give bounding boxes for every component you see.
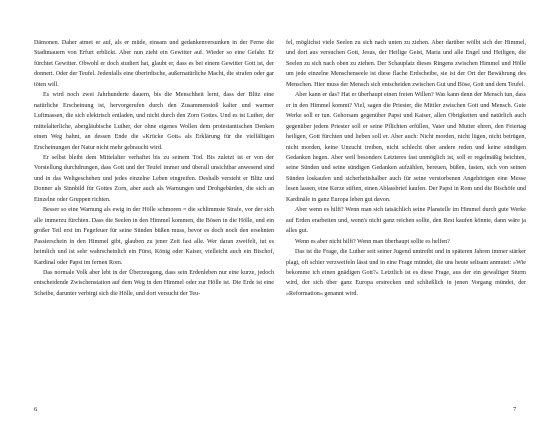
page-number-right: 7	[513, 406, 517, 413]
left-page	[34, 38, 274, 299]
paragraph: fel, möglichst viele Seelen zu sich nach unten zu ziehen. Aber darüber wölbt sich der Himmel, und dort aus versuchen Gott, Jesus, der Heilige Geist, Maria und alle Engel und Heiligen, die Seelen zu sich nach oben zu ziehen. Der Schauplatz dieses Ringens zwischen Himmel und Hölle um jede einzelne Menschenseele ist diese flache Erdscheibe, sie ist der Ort der Bewährung des Menschen. Hier muss der Mensch sich entscheiden zwischen Gut und Böse, Gott und dem Teufel.	[286, 40, 526, 88]
paragraph: Dämonen. Daher atmet er auf, als er müde, einsam und gedankenversunken in der Ferne die Stadtmauern von Erfurt erblickt. Aber nun zieht ein Gewitter auf. Wieder so eine Gefahr. Er fürchtet Gewitter. Obwohl er doch studiert hat, glaubt er, dass es bei einem Gewitter Gott ist, der donnert. Oder der Teufel. Jedenfalls eine überirdische, außernatürliche Macht, die strafen oder gar töten will.	[34, 40, 274, 88]
paragraph: Das normale Volk aber lebt in der Überzeugung, dass sein Erdenleben nur eine kurze, jedoch entscheidende Zwischenstation auf dem Weg in den Himmel oder zur Hölle ist. Die Erde ist eine Scheibe, darunter verbirgt sich die Hölle, und dort versucht der Teu-	[34, 269, 274, 297]
paragraph: Besser so eine Warnung als ewig in der Hölle schmoren = die schlimmste Strafe, vor der sich alle immerzu fürchten. Dass die Seelen in den Himmel kommen, die Bösen in die Hölle, und ein großer Teil erst im Fegefeuer für seine Sünden büßen muss, bevor es doch noch den ersehnten Passierschein in den Himmel gibt, glauben zu jener Zeit fast alle. Wer daran zweifelt, tut es heimlich und ist sehr wahrscheinlich ein Fürst, König oder Kaiser, vielleicht auch ein Bischof, Kardinal oder Papst im fernen Rom.	[34, 207, 274, 266]
paragraph: Aber wenn es hilft? Wenn man sich tatsächlich seine Planstelle im Himmel durch gute Werke auf Erden erarbeiten und, wenn's nicht ganz reichen sollte, den Rest kaufen könnte, dann wäre ja alles gut.	[286, 207, 526, 235]
right-page	[286, 38, 526, 299]
paragraph: Er selbst bleibt dem Mittelalter verhaftet bis zu seinem Tod. Bis zuletzt ist er von der Vorstellung durchdrungen, dass Gott und der Teufel immer und überall unsichtbar anwesend sind und in das Weltgeschehen und jedes einzelne Leben eingreifen. Deshalb versteht er Blitz und Donner als Sinnbild für Gottes Zorn, aber auch als Warnungen und Drohgebärden, die sich an Einzelne oder Gruppen richten.	[34, 154, 274, 203]
paragraph: Das ist die Frage, die Luther seit seiner Jugend umtreibt und in späteren Jahren immer stärker plagt, oft schier verzweifeln lässt und in eine Frage mündet, die uns heute seltsam anmutet: »Wie bekomme ich einen gnädigen Gott?« Letztlich ist es diese Frage, aus der ein gewaltiger Sturm wird, der sich über ganz Europa erstrecken und schließlich in jenen Vorgang mündet, der »Reformation« genannt wird.	[286, 249, 526, 297]
paragraph: Wenn es aber nicht hilft? Wenn man überhaupt sollte es helfen?	[295, 238, 450, 245]
paragraph: Es wird noch zwei Jahrhunderte dauern, bis die Menschheit lernt, dass der Blitz eine natürliche Erscheinung ist, hervorgerufen durch den Zusammenstoß kalter und warmer Luftmassen, die sich elektrisch entladen, und nicht durch den Zorn Gottes. Und es ist Luther, der mittelalterliche, abergläubische Luther, der ohne eigenes Wollen dem protestantischen Denken einen Weg bahnt, an dessen Ende die »Krücke Gott« als Erklärung für die vielfältigen Erscheinungen der Natur nicht mehr gebraucht wird.	[34, 92, 274, 151]
page-number-left: 6	[34, 406, 38, 413]
paragraph: Aber kann er das? Hat er überhaupt einen freien Willen? Was kann denn der Mensch tun, dass er in den Himmel kommt? Viel, sagen die Priester, die Mittler zwischen Gott und Mensch. Gute Werke soll er tun. Gehorsam gegenüber Papst und Kaiser, allen Obrigkeiten und natürlich auch gegenüber jedem Priester soll er seine Pflichten erfüllen, Vater und Mutter ehren, den Feiertag heiligen, Gott fürchten und lieben soll er. Aber auch: Nicht morden, nicht lügen, nicht betrügen, nicht morden, keine Unzucht treiben, nicht schlecht über andere reden und keine sündigen Gedanken hegen. Aber weil besonders Letzteres fast unmöglich ist, soll er regelmäßig beichten, seine Sünden und seine sündigen Gedanken aufzählen, bereuen, büßen, fasten, sich von seinen Sünden loskaufen und sicherheitshalber auch für seine verstorbenen Angehörigen eine Messe lesen lassen, eine Kerze stiften, einen Ablassbrief kaufen. Der Papst in Rom und die Bischöfe und Kardinäle in ganz Europa leben gut davon.	[286, 92, 526, 203]
